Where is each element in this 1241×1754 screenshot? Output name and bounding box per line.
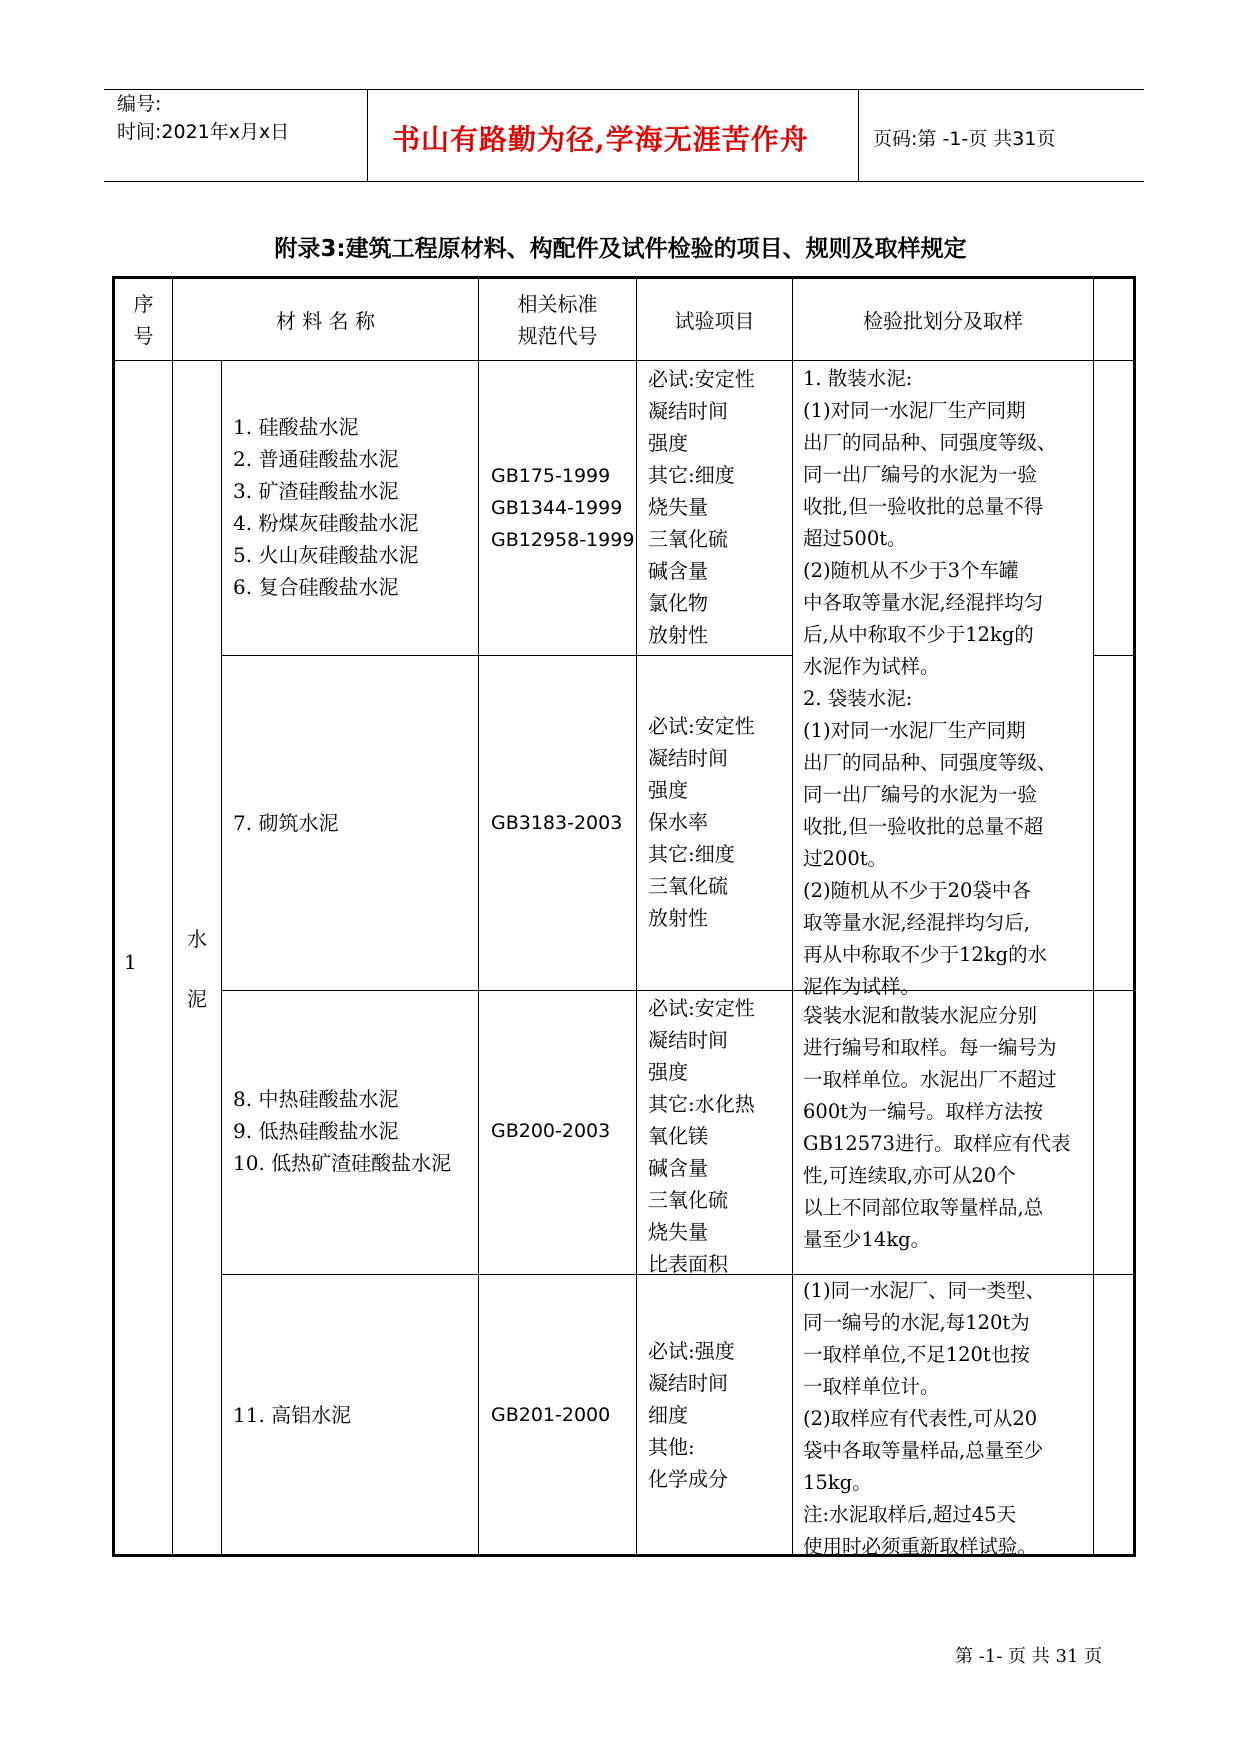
document-code-label: 编号: <box>117 93 162 115</box>
row1-materials <box>233 411 418 603</box>
list-item: 袋中各取等量样品,总量至少 <box>803 1439 1044 1462</box>
row1-tests <box>648 363 755 651</box>
row3-batch <box>803 1000 1070 1256</box>
header-bottom-rule <box>104 181 1144 182</box>
row-seq-number: 1 <box>124 950 137 974</box>
list-item: 凝结时间 <box>648 746 728 770</box>
header-seq-line2: 号 <box>133 324 154 348</box>
list-item: 其它:细度 <box>648 463 735 487</box>
list-item: 性,可连续取,亦可从20个 <box>803 1164 1016 1187</box>
list-item: GB12958-1999 <box>491 529 635 551</box>
header-divider-right <box>858 89 859 182</box>
list-item: 三氧化硫 <box>648 874 728 898</box>
table-border-left <box>112 276 115 1557</box>
table-header-rule <box>112 360 1136 361</box>
header-standard <box>479 288 636 352</box>
list-item: 氧化镁 <box>648 1124 708 1148</box>
row4-tests <box>648 1335 735 1495</box>
header-seq <box>115 288 172 352</box>
list-item: 氯化物 <box>648 591 708 615</box>
list-item: 中各取等量水泥,经混拌均匀 <box>803 591 1044 614</box>
list-item: 必试:强度 <box>648 1339 735 1363</box>
list-item: 3. 矿渣硅酸盐水泥 <box>233 479 399 503</box>
document-date-label: 时间:2021年x月x日 <box>117 121 290 143</box>
document-title: 附录3:建筑工程原材料、构配件及试件检验的项目、规则及取样规定 <box>274 236 967 262</box>
list-item: 凝结时间 <box>648 1371 728 1395</box>
row4-batch <box>803 1275 1045 1563</box>
list-item: 强度 <box>648 1060 688 1084</box>
table-border-top <box>112 276 1136 279</box>
list-item: 6. 复合硅酸盐水泥 <box>233 575 399 599</box>
list-item: 超过500t。 <box>803 527 907 550</box>
col-line-tests <box>792 276 793 1556</box>
list-item: 15kg。 <box>803 1471 872 1494</box>
row1-standards <box>491 460 634 556</box>
list-item: 一取样单位。水泥出厂不超过 <box>803 1068 1057 1091</box>
table-border-right <box>1133 276 1136 1557</box>
row4-standard: GB201-2000 <box>491 1404 611 1426</box>
list-item: 注:水泥取样后,超过45天 <box>803 1503 1017 1526</box>
col-line-standard <box>636 276 637 1556</box>
batch-merged-cell <box>803 363 1057 1003</box>
list-item: (2)随机从不少于20袋中各 <box>803 879 1031 902</box>
header-motto: 书山有路勤为径,学海无涯苦作舟 <box>392 123 809 156</box>
header-divider-left <box>367 89 368 182</box>
list-item: 碱含量 <box>648 1156 708 1180</box>
list-item: 收批,但一验收批的总量不得 <box>803 495 1044 518</box>
list-item: 必试:安定性 <box>648 714 755 738</box>
list-item: (2)取样应有代表性,可从20 <box>803 1407 1038 1430</box>
list-item: 出厂的同品种、同强度等级、 <box>803 751 1057 774</box>
header-page-label: 页码:第 -1-页 共31页 <box>873 128 1056 150</box>
list-item: 4. 粉煤灰硅酸盐水泥 <box>233 511 419 535</box>
list-item: (1)对同一水泥厂生产同期 <box>803 719 1026 742</box>
col-line-material <box>478 276 479 1556</box>
category-cell <box>173 909 221 1029</box>
list-item: 取等量水泥,经混拌均匀后, <box>803 911 1030 934</box>
list-item: 袋装水泥和散装水泥应分别 <box>803 1004 1038 1027</box>
list-item: 化学成分 <box>648 1467 728 1491</box>
list-item: 出厂的同品种、同强度等级、 <box>803 431 1057 454</box>
list-item: 同一出厂编号的水泥为一验 <box>803 463 1038 486</box>
list-item: 2. 普通硅酸盐水泥 <box>233 447 399 471</box>
list-item: (2)随机从不少于3个车罐 <box>803 559 1019 582</box>
header-material: 材 料 名 称 <box>275 309 376 333</box>
row2-tests <box>648 710 755 934</box>
list-item: 2. 袋装水泥: <box>803 687 913 710</box>
header-standard-line2: 规范代号 <box>517 324 598 348</box>
list-item: 600t为一编号。取样方法按 <box>803 1100 1044 1123</box>
row3-tests <box>648 992 755 1280</box>
list-item: 再从中称取不少于12kg的水 <box>803 943 1048 966</box>
row3-materials <box>233 1083 451 1179</box>
row-line-1 <box>221 655 793 656</box>
list-item: (1)同一水泥厂、同一类型、 <box>803 1279 1046 1302</box>
list-item: 后,从中称取不少于12kg的 <box>803 623 1034 646</box>
category-line1: 水 <box>187 927 207 951</box>
row4-material: 11. 高铝水泥 <box>233 1403 352 1427</box>
list-item: 凝结时间 <box>648 399 728 423</box>
list-item: 一取样单位,不足120t也按 <box>803 1343 1030 1366</box>
list-item: 9. 低热硅酸盐水泥 <box>233 1119 399 1143</box>
list-item: 其它:细度 <box>648 842 735 866</box>
col-line-batch <box>1093 276 1094 1556</box>
row3-standard: GB200-2003 <box>491 1120 611 1142</box>
list-item: 10. 低热矿渣硅酸盐水泥 <box>233 1151 452 1175</box>
header-tests: 试验项目 <box>674 309 755 333</box>
list-item: 其他: <box>648 1435 695 1459</box>
list-item: 烧失量 <box>648 1220 708 1244</box>
list-item: 细度 <box>648 1403 688 1427</box>
list-item: 1. 散装水泥: <box>803 367 913 390</box>
list-item: 8. 中热硅酸盐水泥 <box>233 1087 399 1111</box>
list-item: 强度 <box>648 778 688 802</box>
list-item: 比表面积 <box>648 1252 728 1276</box>
list-item: GB12573进行。取样应有代表 <box>803 1132 1071 1155</box>
list-item: (1)对同一水泥厂生产同期 <box>803 399 1026 422</box>
list-item: 1. 硅酸盐水泥 <box>233 415 359 439</box>
row2-material: 7. 砌筑水泥 <box>233 811 339 835</box>
extra-row-line-2 <box>1093 990 1135 991</box>
list-item: 同一出厂编号的水泥为一验 <box>803 783 1038 806</box>
header-top-rule <box>104 89 1144 90</box>
header-seq-line1: 序 <box>133 292 154 316</box>
list-item: 强度 <box>648 431 688 455</box>
list-item: 收批,但一验收批的总量不超 <box>803 815 1044 838</box>
category-line2: 泥 <box>187 987 207 1011</box>
list-item: 以上不同部位取等量样品,总 <box>803 1196 1044 1219</box>
list-item: 进行编号和取样。每一编号为 <box>803 1036 1057 1059</box>
list-item: 量至少14kg。 <box>803 1228 931 1251</box>
list-item: 水泥作为试样。 <box>803 655 940 678</box>
list-item: 必试:安定性 <box>648 996 755 1020</box>
list-item: GB1344-1999 <box>491 497 623 519</box>
list-item: 同一编号的水泥,每120t为 <box>803 1311 1030 1334</box>
list-item: 凝结时间 <box>648 1028 728 1052</box>
extra-row-line-3 <box>1093 1274 1135 1275</box>
list-item: 三氧化硫 <box>648 527 728 551</box>
list-item: 烧失量 <box>648 495 708 519</box>
header-standard-line1: 相关标准 <box>517 292 598 316</box>
list-item: 碱含量 <box>648 559 708 583</box>
row-line-2 <box>221 990 793 991</box>
col-line-category <box>221 360 222 1556</box>
header-batch: 检验批划分及取样 <box>863 309 1023 333</box>
list-item: 泥作为试样。 <box>803 975 921 998</box>
list-item: GB175-1999 <box>491 465 611 487</box>
list-item: 过200t。 <box>803 847 888 870</box>
extra-row-line-1 <box>1093 655 1135 656</box>
list-item: 5. 火山灰硅酸盐水泥 <box>233 543 419 567</box>
list-item: 放射性 <box>648 623 708 647</box>
list-item: 保水率 <box>648 810 708 834</box>
list-item: 必试:安定性 <box>648 367 755 391</box>
row2-standard: GB3183-2003 <box>491 812 623 834</box>
list-item: 放射性 <box>648 906 708 930</box>
list-item: 其它:水化热 <box>648 1092 755 1116</box>
list-item: 一取样单位计。 <box>803 1375 940 1398</box>
list-item: 使用时必须重新取样试验。 <box>803 1535 1038 1558</box>
list-item: 三氧化硫 <box>648 1188 728 1212</box>
footer-page-label: 第 -1- 页 共 31 页 <box>955 1646 1103 1667</box>
